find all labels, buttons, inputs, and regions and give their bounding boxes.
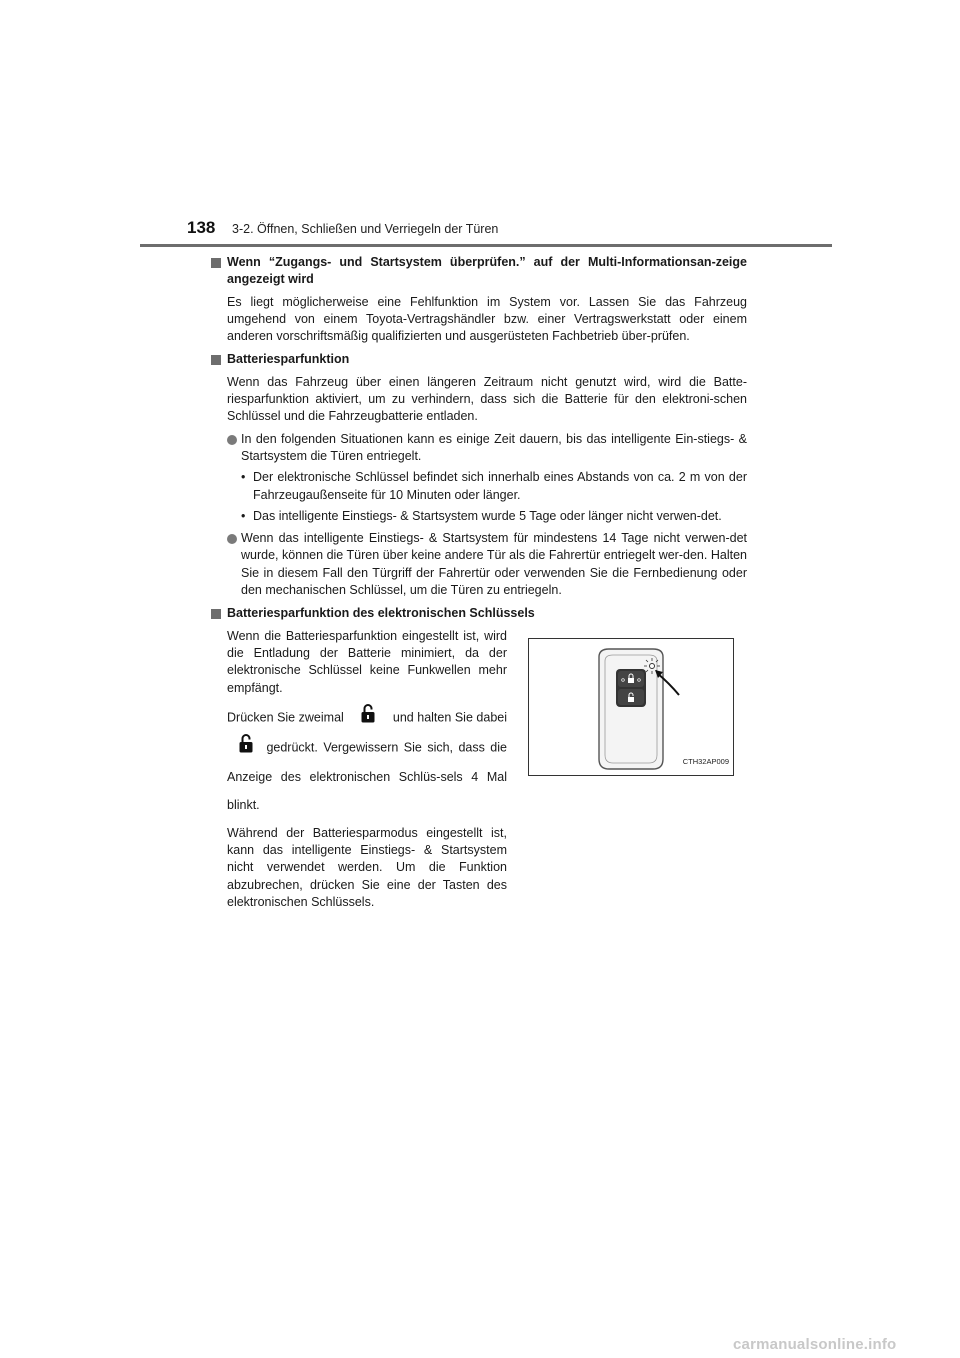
unlock-icon <box>239 733 253 763</box>
content <box>211 254 747 910</box>
heading-text: Batteriesparfunktion <box>227 352 350 367</box>
key-fob-illustration <box>528 638 734 776</box>
instruction-text: und halten Sie dabei <box>392 710 507 725</box>
square-bullet-icon <box>211 258 221 268</box>
unlock-icon <box>361 703 375 733</box>
instruction-paragraph <box>227 703 507 819</box>
paragraph: Wenn das Fahrzeug über einen längeren Zeitraum nicht genutzt wird, wird die Batte-riesparfunktion aktiviert, um zu verhindern, dass sich die Batterie für den elektroni-schen Schlüssel und die Fahrzeugbatterie entladen. <box>227 374 747 424</box>
figure-code: CTH32AP009 <box>682 757 729 767</box>
two-column-block <box>211 628 747 910</box>
heading-text: Batteriesparfunktion des elektronischen Schlüssels <box>227 606 535 621</box>
header-rule <box>140 244 832 247</box>
sub-list-item-text: Das intelligente Einstiegs- & Startsystem wurde 5 Tage oder länger nicht verwen-det. <box>253 508 722 523</box>
circle-bullet-icon <box>227 534 237 544</box>
instruction-text: Drücken Sie zweimal <box>227 710 344 725</box>
paragraph: Während der Batteriesparmodus eingestellt ist, kann das intelligente Einstiegs- & Startsystem nicht verwendet werden. Um die Funktion abzubrechen, drücken Sie eine der Tasten des elektronischen Schlüssels. <box>227 825 507 910</box>
heading-key-battery-saving <box>211 605 747 622</box>
bullet-mark: • <box>241 508 246 523</box>
instruction-column <box>227 628 507 912</box>
list-item-text: In den folgenden Situationen kann es einige Zeit dauern, bis das intelligente Ein-stiegs- & Startsystem die Türen entriegelt. <box>241 431 747 463</box>
heading-text: Wenn “Zugangs- und Startsystem überprüfen.” auf der Multi-Informationsan-zeige angezeigt wird <box>227 255 747 287</box>
paragraph: Es liegt möglicherweise eine Fehlfunktion im System vor. Lassen Sie das Fahrzeug umgehend von einem Toyota-Vertragshändler bzw. einer Vertragswerkstatt oder einem anderen vorschriftsmäßig qualifizierten und ausgerüsteten Fachbetrieb über-prüfen. <box>227 294 747 344</box>
list-item-text: Wenn das intelligente Einstiegs- & Startsystem für mindestens 14 Tage nicht verwen-det wurde, können die Türen über keine andere Tür als die Fahrertür entriegelt wer-den. Halten Sie in diesem Fall den Türgriff der Fahrertür oder verwenden Sie die Fernbedienung oder den mechanischen Schlüssel, um die Türen zu entriegeln. <box>241 531 747 598</box>
square-bullet-icon <box>211 609 221 619</box>
heading-battery-saving <box>211 351 747 368</box>
watermark: carmanualsonline.info <box>733 1336 897 1353</box>
heading-system-check <box>211 254 747 289</box>
sub-list-item-text: Der elektronische Schlüssel befindet sich innerhalb eines Abstands von ca. 2 m von der Fahrzeugaußenseite für 10 Minuten oder länger. <box>253 470 747 502</box>
page-number: 138 <box>187 218 216 237</box>
list-item <box>211 431 747 466</box>
sub-list-item <box>211 508 747 525</box>
section-title: 3-2. Öffnen, Schließen und Verriegeln der Türen <box>232 222 499 236</box>
square-bullet-icon <box>211 355 221 365</box>
sub-list-item <box>211 469 747 504</box>
circle-bullet-icon <box>227 435 237 445</box>
paragraph: Wenn die Batteriesparfunktion eingestellt ist, wird die Entladung der Batterie minimiert, da der elektronische Schlüssel keine Funkwellen mehr empfängt. <box>227 628 507 695</box>
list-item <box>211 530 747 599</box>
bullet-mark: • <box>241 470 246 485</box>
instruction-text: gedrückt. Vergewissern Sie sich, dass die Anzeige des elektronischen Schlüs-sels 4 Mal blinkt. <box>227 740 507 812</box>
